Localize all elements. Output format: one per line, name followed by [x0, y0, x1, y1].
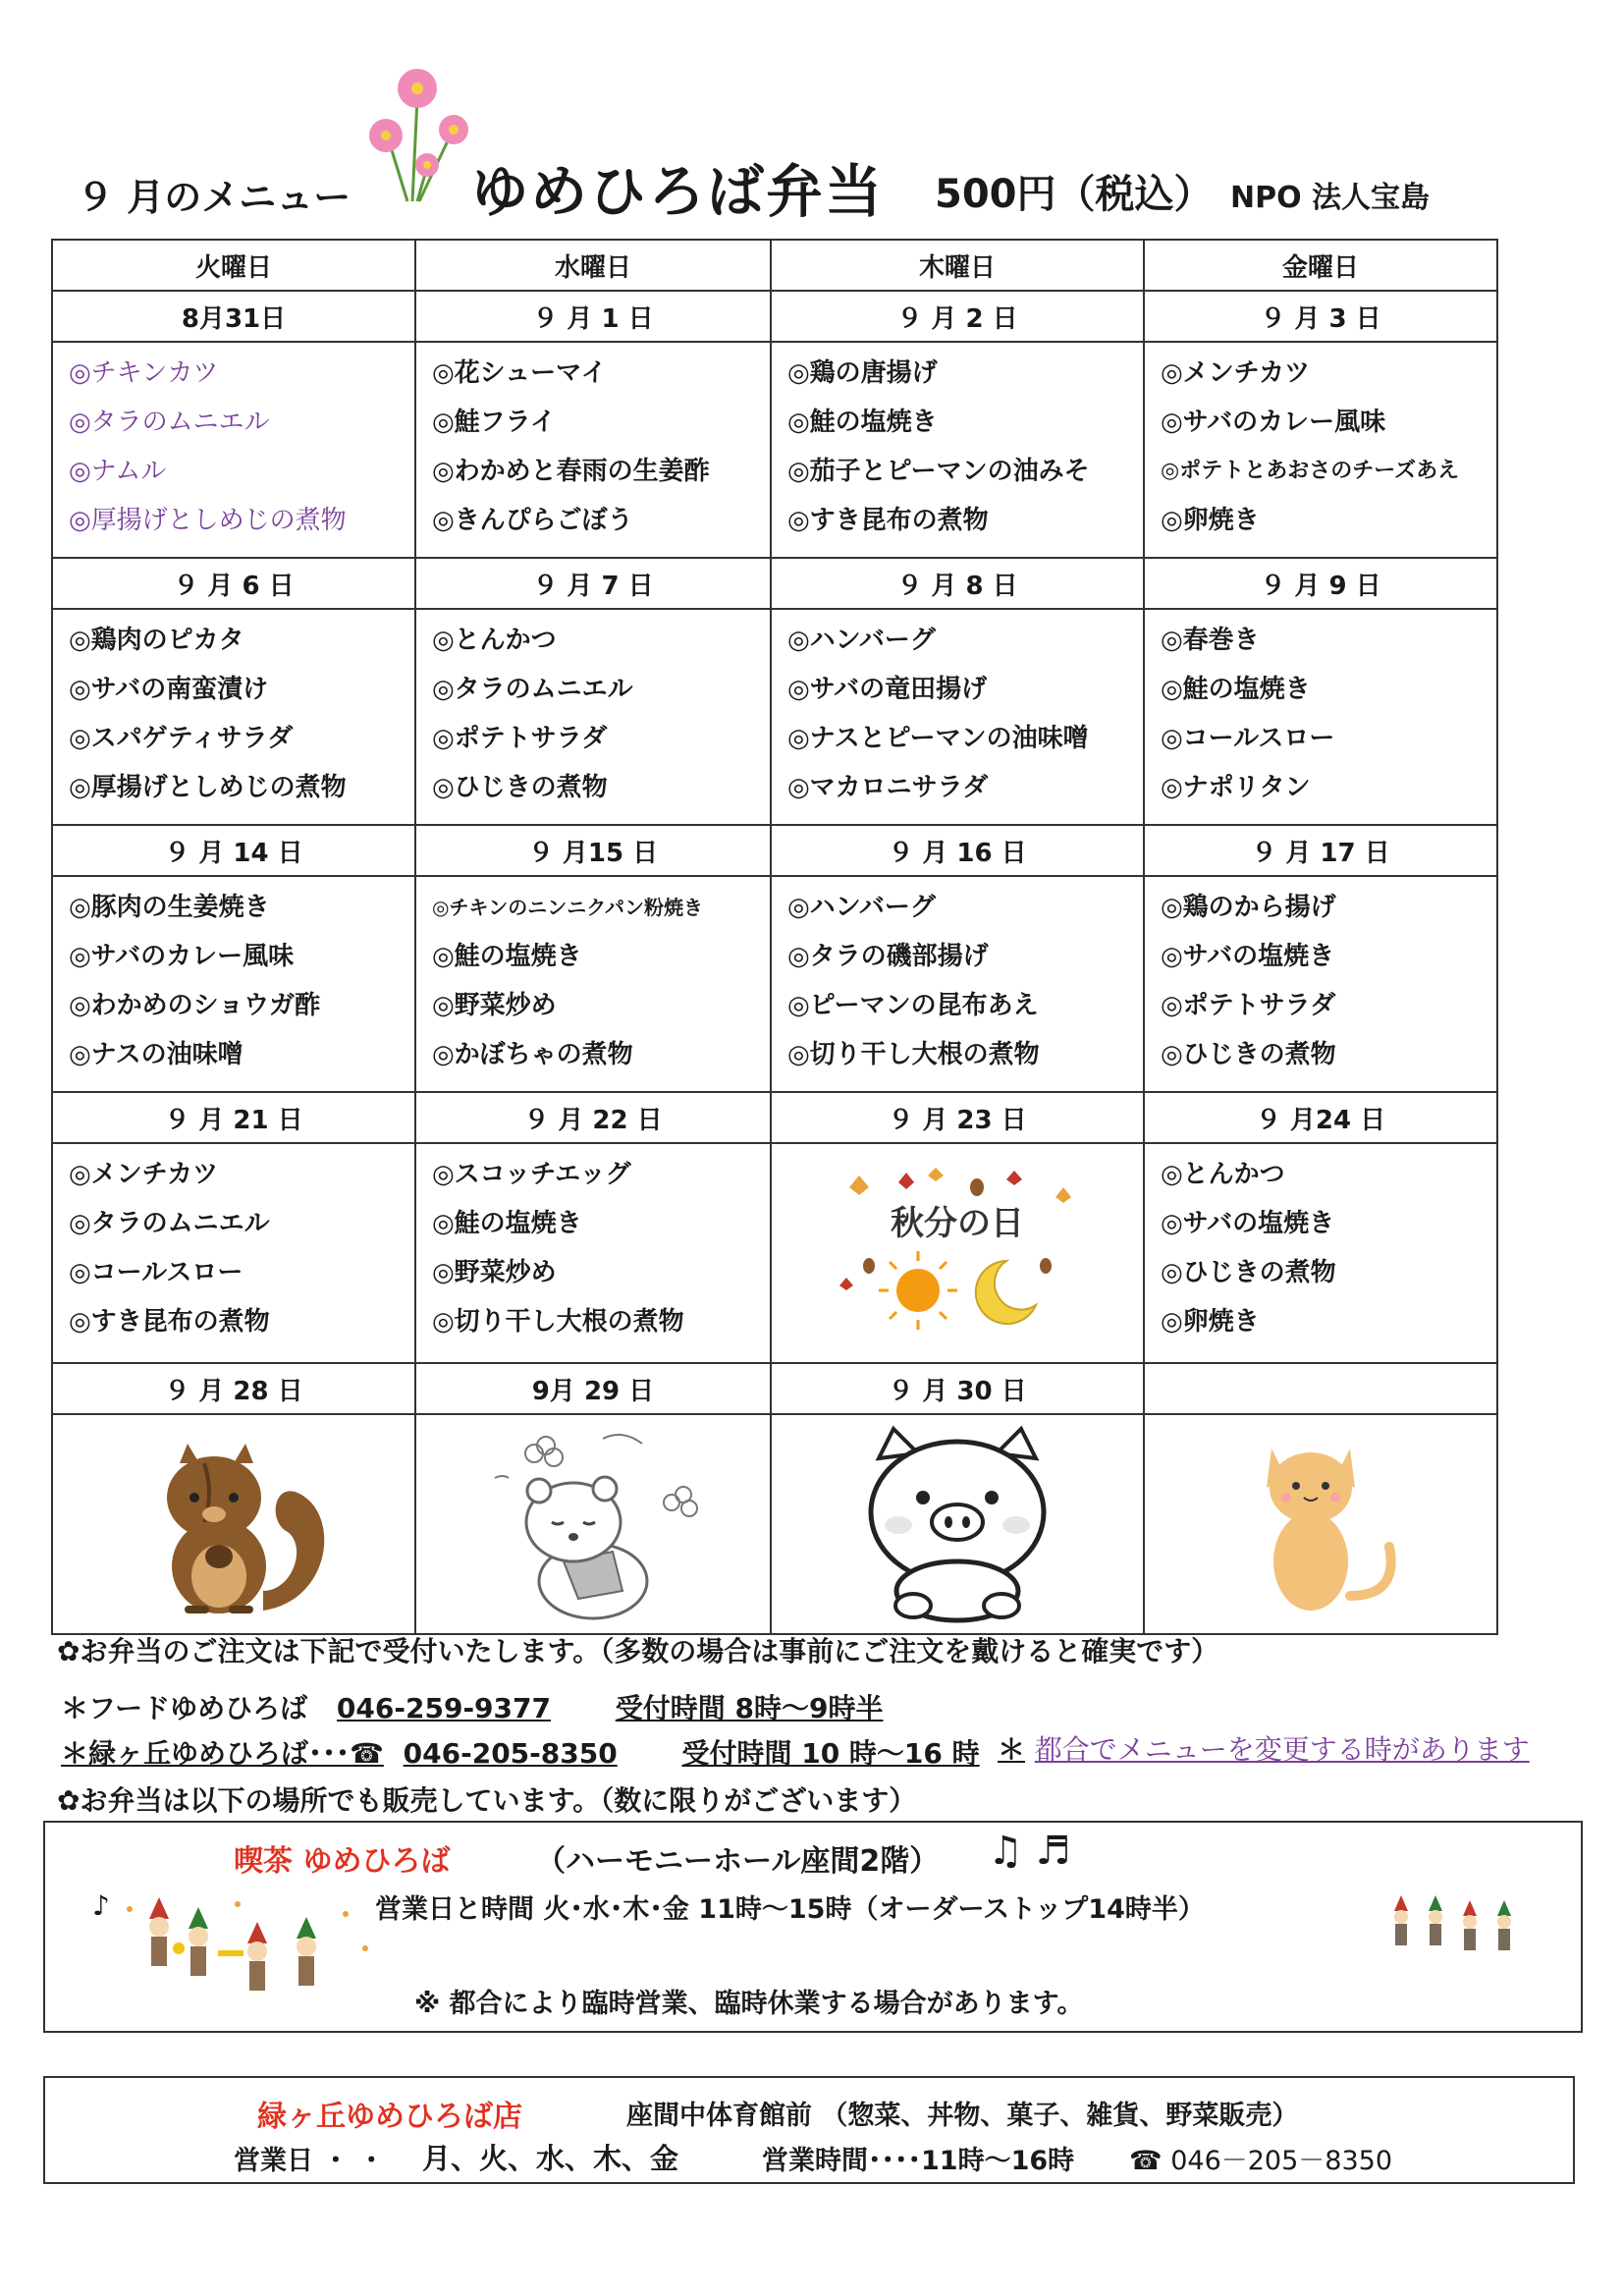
date-row: [52, 558, 1497, 609]
date-cell: ９ 月15 日: [415, 825, 771, 876]
menu-row: [52, 342, 1497, 558]
menu-item: ◎きんぴらごぼう: [432, 506, 633, 535]
menu-item: ◎サバの南蛮漬け: [69, 675, 269, 704]
cosmos-flower-icon: [358, 59, 481, 206]
holiday-cell: [771, 1143, 1144, 1363]
menu-item: ◎すき昆布の煮物: [69, 1307, 270, 1337]
menu-cell: [415, 1143, 771, 1363]
menu-item: ◎とんかつ: [1161, 1160, 1285, 1189]
menu-item: ◎チキンカツ: [69, 358, 219, 388]
menu-item: ◎ハンバーグ: [787, 893, 936, 922]
midorigaoka-name: ＊緑ヶ丘ゆめひろば･･･☎: [61, 1737, 384, 1770]
date-cell: ９ 月 16 日: [771, 825, 1144, 876]
day-header: 金曜日: [1144, 240, 1497, 291]
menu-item: ◎タラのムニエル: [69, 408, 270, 437]
menu-item: ◎卵焼き: [1161, 1307, 1260, 1337]
menu-item: ◎メンチカツ: [69, 1160, 219, 1189]
day-header: 木曜日: [771, 240, 1144, 291]
midorigaoka-line: [61, 1732, 980, 1772]
menu-item: ◎かぼちゃの煮物: [432, 1040, 633, 1069]
squirrel-icon: [126, 1424, 342, 1620]
menu-cell: [771, 342, 1144, 558]
cafe-notice: ※ 都合により臨時営業、臨時休業する場合があります。: [414, 1989, 1084, 2019]
date-cell: ９ 月 3 日: [1144, 291, 1497, 342]
menu-item: ◎スコッチエッグ: [432, 1160, 631, 1189]
holiday-label: 秋分の日: [891, 1204, 1024, 1243]
menu-item: ◎タラのムニエル: [69, 1209, 270, 1238]
date-cell: ９ 月 17 日: [1144, 825, 1497, 876]
menu-item: ◎わかめと春雨の生姜酢: [432, 457, 710, 486]
menu-row: [52, 1143, 1497, 1363]
shop-name: 緑ヶ丘ゆめひろば店: [257, 2100, 522, 2134]
menu-item: ◎わかめのショウガ酢: [69, 991, 321, 1020]
menu-item: ◎切り干し大根の煮物: [787, 1040, 1040, 1069]
menu-item: ◎野菜炒め: [432, 1258, 557, 1287]
menu-item: ◎サバのカレー風味: [69, 942, 295, 971]
cat-icon: [1242, 1429, 1399, 1615]
menu-item: ◎ナムル: [69, 457, 167, 486]
menu-cell: [1144, 342, 1497, 558]
page-title: ゆめひろば弁当: [471, 158, 885, 225]
menu-item: ◎ひじきの煮物: [1161, 1258, 1336, 1287]
date-cell: ９ 月 2 日: [771, 291, 1144, 342]
date-row: [52, 1092, 1497, 1143]
day-header: 火曜日: [52, 240, 415, 291]
menu-item: ◎コールスロー: [1161, 724, 1335, 753]
menu-item: ◎茄子とピーマンの油みそ: [787, 457, 1090, 486]
menu-item: ◎鮭の塩焼き: [1161, 675, 1311, 704]
menu-item: ◎サバの塩焼き: [1161, 942, 1335, 971]
picture-row: [52, 1414, 1497, 1634]
date-cell: ９ 月 14 日: [52, 825, 415, 876]
menu-item: ◎春巻き: [1161, 626, 1260, 655]
shop-days: 月、火、水、木、金: [422, 2142, 679, 2175]
midorigaoka-phone: 046-205-8350: [403, 1737, 618, 1770]
menu-row: [52, 609, 1497, 825]
date-cell: 9月 29 日: [415, 1363, 771, 1414]
date-cell: ９ 月 28 日: [52, 1363, 415, 1414]
menu-change-note: [998, 1728, 1530, 1768]
date-cell: ９ 月 1 日: [415, 291, 771, 342]
menu-item: ◎厚揚げとしめじの煮物: [69, 773, 347, 802]
day-header: 水曜日: [415, 240, 771, 291]
menu-item: ◎ナスの油味噌: [69, 1040, 243, 1069]
music-note-small: ♪: [92, 1889, 110, 1922]
organization-name: NPO 法人宝島: [1230, 181, 1431, 215]
sleeping-bear-icon: [465, 1424, 721, 1620]
menu-cell: [1144, 1143, 1497, 1363]
menu-item: ◎鮭フライ: [432, 408, 556, 437]
date-cell: ９ 月 9 日: [1144, 558, 1497, 609]
menu-item: ◎鶏の唐揚げ: [787, 358, 938, 388]
shop-phone: ☎ 046－205－8350: [1129, 2146, 1392, 2176]
menu-cell: [415, 609, 771, 825]
menu-item: ◎メンチカツ: [1161, 358, 1311, 388]
music-notes-icon: ♫ ♬: [988, 1829, 1071, 1874]
menu-item: ◎花シューマイ: [432, 358, 607, 388]
menu-cell: [1144, 876, 1497, 1092]
food-yumehiroba-phone: 046-259-9377: [336, 1692, 551, 1724]
menu-cell: [52, 609, 415, 825]
menu-item: ◎鮭の塩焼き: [787, 408, 938, 437]
month-menu-label: ９ 月のメニュー: [77, 176, 352, 219]
menu-item: ◎マカロニサラダ: [787, 773, 989, 802]
date-cell: 8月31日: [52, 291, 415, 342]
picture-cell: [771, 1414, 1144, 1634]
price-label: 500円（税込）: [935, 172, 1214, 217]
menu-item: ◎タラのムニエル: [432, 675, 633, 704]
menu-item: ◎サバのカレー風味: [1161, 408, 1386, 437]
menu-change-star: ＊: [998, 1733, 1026, 1766]
small-elves-illustration: [1375, 1882, 1542, 1980]
menu-item: ◎鶏のから揚げ: [1161, 893, 1336, 922]
autumn-equinox-illustration: [810, 1158, 1105, 1344]
cafe-box: [43, 1821, 1583, 2033]
marching-elves-illustration: [110, 1889, 385, 2017]
cafe-name: 喫茶 ゆめひろば: [234, 1844, 451, 1879]
menu-item: ◎鮭の塩焼き: [432, 1209, 582, 1238]
date-cell: ９ 月 30 日: [771, 1363, 1144, 1414]
shop-days-label: 営業日 ・ ・: [234, 2146, 385, 2176]
picture-cell: [1144, 1414, 1497, 1634]
menu-row: [52, 876, 1497, 1092]
date-cell: ９ 月 22 日: [415, 1092, 771, 1143]
menu-item: ◎厚揚げとしめじの煮物: [69, 506, 347, 535]
other-locations-note: ✿お弁当は以下の場所でも販売しています。（数に限りがございます）: [57, 1784, 917, 1817]
menu-cell: [52, 1143, 415, 1363]
date-cell: ９ 月 8 日: [771, 558, 1144, 609]
menu-item: ◎チキンのニンニクパン粉焼き: [432, 896, 704, 919]
food-yumehiroba-line: [61, 1687, 883, 1726]
day-header-row: [52, 240, 1497, 291]
menu-item: ◎サバの竜田揚げ: [787, 675, 988, 704]
menu-cell: [52, 342, 415, 558]
food-yumehiroba-hours: 受付時間 8時～9時半: [615, 1692, 884, 1724]
cafe-hours: 営業日と時間 火･水･木･金 11時～15時（オーダーストップ14時半）: [375, 1894, 1205, 1925]
menu-cell: [415, 342, 771, 558]
menu-cell: [415, 876, 771, 1092]
menu-cell: [771, 609, 1144, 825]
order-note: ✿お弁当のご注文は下記で受付いたします。（多数の場合は事前にご注文を戴けると確実です）: [57, 1635, 1219, 1667]
date-cell: ９ 月 21 日: [52, 1092, 415, 1143]
menu-item: ◎ひじきの煮物: [1161, 1040, 1336, 1069]
menu-item: ◎野菜炒め: [432, 991, 557, 1020]
menu-item: ◎サバの塩焼き: [1161, 1209, 1335, 1238]
date-row: [52, 825, 1497, 876]
date-cell: ９ 月 7 日: [415, 558, 771, 609]
menu-change-text: 都合でメニューを変更する時があります: [1034, 1733, 1530, 1766]
menu-item: ◎ポテトとあおさのチーズあえ: [1161, 459, 1460, 483]
menu-table: [51, 239, 1498, 1635]
menu-item: ◎ハンバーグ: [787, 626, 936, 655]
date-cell: ９ 月 23 日: [771, 1092, 1144, 1143]
menu-item: ◎ひじきの煮物: [432, 773, 608, 802]
date-row: [52, 1363, 1497, 1414]
menu-item: ◎スパゲティサラダ: [69, 724, 294, 753]
food-yumehiroba-name: ＊フードゆめひろば: [61, 1692, 308, 1724]
menu-item: ◎鮭の塩焼き: [432, 942, 582, 971]
menu-item: ◎ポテトサラダ: [432, 724, 608, 753]
menu-cell: [1144, 609, 1497, 825]
menu-item: ◎切り干し大根の煮物: [432, 1307, 684, 1337]
menu-cell: [52, 876, 415, 1092]
cafe-location: （ハーモニーホール座間2階）: [536, 1844, 940, 1879]
menu-item: ◎コールスロー: [69, 1258, 243, 1287]
menu-item: ◎卵焼き: [1161, 506, 1260, 535]
midorigaoka-hours: 受付時間 10 時～16 時: [681, 1737, 980, 1770]
date-cell: [1144, 1363, 1497, 1414]
date-cell: ９ 月 6 日: [52, 558, 415, 609]
menu-item: ◎ナスとピーマンの油味噌: [787, 724, 1089, 753]
date-cell: ９ 月24 日: [1144, 1092, 1497, 1143]
menu-item: ◎ピーマンの昆布あえ: [787, 991, 1039, 1020]
menu-item: ◎とんかつ: [432, 626, 557, 655]
shop-location: 座間中体育館前 （惣菜、丼物、菓子、雑貨、野菜販売）: [626, 2101, 1299, 2131]
menu-item: ◎すき昆布の煮物: [787, 506, 989, 535]
date-row: [52, 291, 1497, 342]
menu-item: ◎ポテトサラダ: [1161, 991, 1336, 1020]
picture-cell: [415, 1414, 771, 1634]
menu-item: ◎ナポリタン: [1161, 773, 1311, 802]
shop-hours: 営業時間････11時～16時: [762, 2146, 1075, 2176]
picture-cell: [52, 1414, 415, 1634]
menu-item: ◎豚肉の生姜焼き: [69, 893, 270, 922]
shop-box: [43, 2076, 1575, 2184]
menu-item: ◎鶏肉のピカタ: [69, 626, 244, 655]
menu-item: ◎タラの磯部揚げ: [787, 942, 989, 971]
menu-cell: [771, 876, 1144, 1092]
pig-icon: [844, 1419, 1070, 1625]
